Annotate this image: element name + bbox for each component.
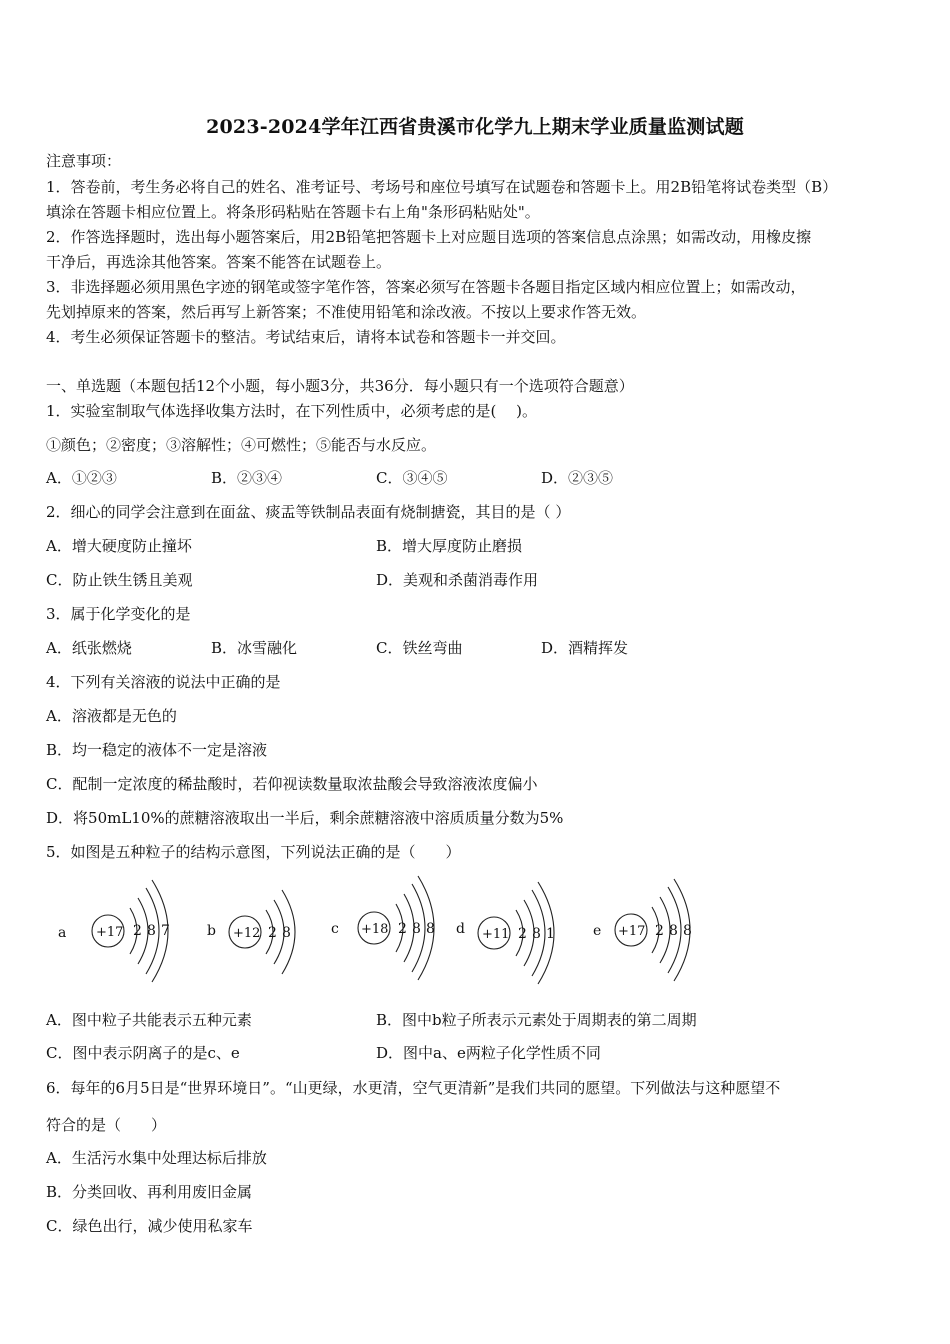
notice-line: 先划掉原来的答案，然后再写上新答案；不准使用铅笔和涂改液。不按以上要求作答无效。 bbox=[46, 303, 647, 321]
q3-option-d[interactable]: D．酒精挥发 bbox=[541, 639, 629, 657]
nucleus-charge-b: +12 bbox=[233, 926, 261, 941]
q5-option-d[interactable]: D．图中a、e两粒子化学性质不同 bbox=[376, 1044, 601, 1062]
shell-count: 1 bbox=[546, 926, 555, 942]
q2-option-c[interactable]: C．防止铁生锈且美观 bbox=[46, 571, 193, 589]
question-6-stem-cont: 符合的是（ ） bbox=[46, 1116, 167, 1134]
q6-option-c[interactable]: C．绿色出行，减少使用私家车 bbox=[46, 1217, 253, 1235]
nucleus-charge-d: +11 bbox=[482, 927, 510, 942]
q4-option-c[interactable]: C．配制一定浓度的稀盐酸时，若仰视读数量取浓盐酸会导致溶液浓度偏小 bbox=[46, 775, 538, 793]
q2-option-a[interactable]: A．增大硬度防止撞坏 bbox=[46, 537, 192, 555]
notice-line: 3．非选择题必须用黑色字迹的钢笔或签字笔作答，答案必须写在答题卡各题目指定区域内相应位置上；如需改动， bbox=[46, 278, 806, 296]
q3-option-c[interactable]: C．铁丝弯曲 bbox=[376, 639, 463, 657]
shell-count: 2 bbox=[518, 926, 527, 942]
shell-count: 8 bbox=[147, 923, 156, 939]
shell-count: 8 bbox=[669, 923, 678, 939]
q5-option-a[interactable]: A．图中粒子共能表示五种元素 bbox=[46, 1011, 252, 1029]
atomic-structure-diagrams bbox=[40, 870, 720, 1000]
question-1-stem: 1．实验室制取气体选择收集方法时，在下列性质中，必须考虑的是( )。 bbox=[46, 402, 538, 420]
question-4-stem: 4．下列有关溶液的说法中正确的是 bbox=[46, 673, 281, 691]
notice-line: 2．作答选择题时，选出每小题答案后，用2B铅笔把答题卡上对应题目选项的答案信息点涂黑；如需改动，用橡皮擦 bbox=[46, 228, 812, 246]
q1-option-c[interactable]: C．③④⑤ bbox=[376, 469, 448, 487]
shell-count: 8 bbox=[683, 923, 692, 939]
notice-heading: 注意事项： bbox=[46, 152, 122, 170]
shell-count: 2 bbox=[655, 923, 664, 939]
q4-option-a[interactable]: A．溶液都是无色的 bbox=[46, 707, 177, 725]
notice-line: 干净后，再选涂其他答案。答案不能答在试题卷上。 bbox=[46, 253, 392, 271]
nucleus-charge-c: +18 bbox=[361, 922, 389, 937]
section-heading: 一、单选题（本题包括12个小题，每小题3分，共36分．每小题只有一个选项符合题意） bbox=[46, 377, 634, 395]
shell-count: 7 bbox=[161, 923, 170, 939]
q6-option-a[interactable]: A．生活污水集中处理达标后排放 bbox=[46, 1149, 267, 1167]
question-3-stem: 3．属于化学变化的是 bbox=[46, 605, 191, 623]
shell-count: 8 bbox=[282, 925, 291, 941]
q1-option-b[interactable]: B．②③④ bbox=[211, 469, 283, 487]
shell-count: 8 bbox=[532, 926, 541, 942]
shell-count: 8 bbox=[426, 921, 435, 937]
shell-count: 8 bbox=[412, 921, 421, 937]
question-6-stem: 6．每年的6月5日是“世界环境日”。“山更绿，水更清，空气更清新”是我们共同的愿望。下列做法与这种愿望不 bbox=[46, 1079, 781, 1097]
q6-option-b[interactable]: B．分类回收、再利用废旧金属 bbox=[46, 1183, 253, 1201]
page-title: 2023-2024学年江西省贵溪市化学九上期末学业质量监测试题 bbox=[206, 116, 744, 138]
particle-label-b: b bbox=[207, 923, 216, 939]
shell-count: 2 bbox=[133, 923, 142, 939]
particle-label-e: e bbox=[593, 923, 602, 939]
q5-option-c[interactable]: C．图中表示阴离子的是c、e bbox=[46, 1044, 240, 1062]
particle-label-a: a bbox=[58, 925, 67, 941]
q2-option-b[interactable]: B．增大厚度防止磨损 bbox=[376, 537, 523, 555]
q3-option-a[interactable]: A．纸张燃烧 bbox=[46, 639, 132, 657]
notice-line: 填涂在答题卡相应位置上。将条形码粘贴在答题卡右上角"条形码粘贴处"。 bbox=[46, 203, 540, 221]
q3-option-b[interactable]: B．冰雪融化 bbox=[211, 639, 298, 657]
notice-line: 1．答卷前，考生务必将自己的姓名、准考证号、考场号和座位号填写在试题卷和答题卡上。用2B铅笔将试卷类型（B） bbox=[46, 178, 838, 196]
question-2-stem: 2．细心的同学会注意到在面盆、痰盂等铁制品表面有烧制搪瓷，其目的是（ ） bbox=[46, 503, 571, 521]
shell-count: 2 bbox=[268, 925, 277, 941]
question-5-stem: 5．如图是五种粒子的结构示意图，下列说法正确的是（ ） bbox=[46, 843, 461, 861]
shell-count: 2 bbox=[398, 921, 407, 937]
nucleus-charge-e: +17 bbox=[618, 924, 646, 939]
q1-option-d[interactable]: D．②③⑤ bbox=[541, 469, 614, 487]
particle-label-d: d bbox=[456, 921, 465, 937]
nucleus-charge-a: +17 bbox=[96, 925, 124, 940]
q1-option-a[interactable]: A．①②③ bbox=[46, 469, 117, 487]
question-1-sub: ①颜色；②密度；③溶解性；④可燃性；⑤能否与水反应。 bbox=[46, 436, 437, 454]
q4-option-d[interactable]: D．将50mL10%的蔗糖溶液取出一半后，剩余蔗糖溶液中溶质质量分数为5% bbox=[46, 809, 564, 827]
q5-option-b[interactable]: B．图中b粒子所表示元素处于周期表的第二周期 bbox=[376, 1011, 697, 1029]
particle-label-c: c bbox=[331, 921, 339, 937]
q4-option-b[interactable]: B．均一稳定的液体不一定是溶液 bbox=[46, 741, 268, 759]
notice-line: 4．考生必须保证答题卡的整洁。考试结束后，请将本试卷和答题卡一并交回。 bbox=[46, 328, 566, 346]
q2-option-d[interactable]: D．美观和杀菌消毒作用 bbox=[376, 571, 539, 589]
